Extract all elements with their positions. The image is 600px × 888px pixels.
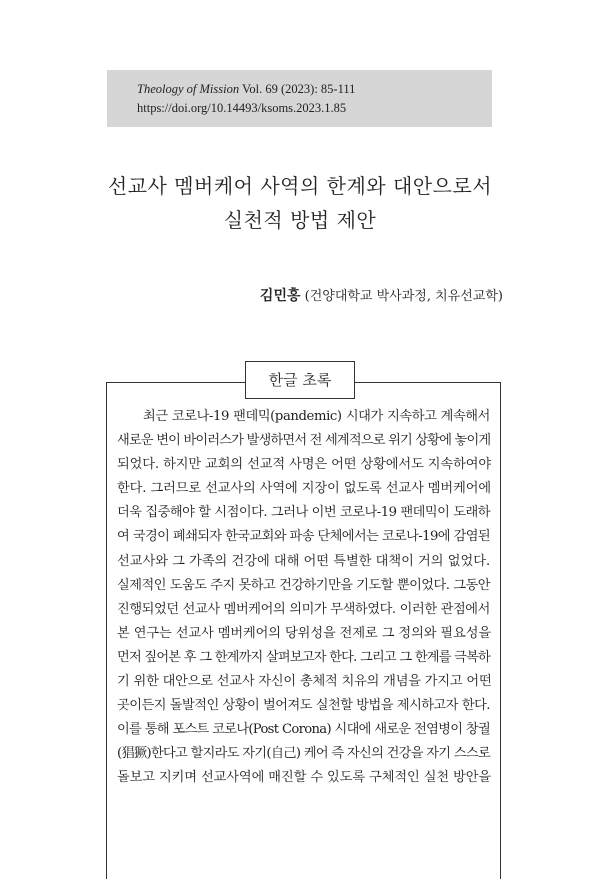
author-affiliation: (건양대학교 박사과정, 치유선교학): [300, 289, 503, 304]
journal-header-box: [107, 70, 492, 127]
abstract-line: 실제적인 도움도 주지 못하고 건강하기만을 기도할 뿐이었다. 그동안: [117, 577, 490, 593]
abstract-line: 더욱 집중해야 할 시점이다. 그러나 이번 코로나-19 팬데믹이 도래하: [117, 505, 490, 521]
abstract-line: 진행되었던 선교사 멤버케어의 의미가 무색하였다. 이러한 관점에서: [117, 601, 490, 617]
abstract-body: [117, 405, 490, 791]
doi-link[interactable]: https://doi.org/10.14493/ksoms.2023.1.85: [137, 101, 347, 115]
journal-citation: [137, 82, 355, 97]
author-name: 김민홍: [259, 288, 301, 304]
abstract-line: 최근 코로나-19 팬데믹(pandemic) 시대가 지속하고 계속해서: [143, 409, 490, 424]
author-line: [260, 285, 503, 305]
abstract-line: 여 국경이 폐쇄되자 한국교회와 파송 단체에서는 코로나-19에 감염된: [117, 529, 490, 545]
abstract-line: 이를 통해 포스트 코로나(Post Corona) 시대에 새로운 전염병이 창궐: [117, 722, 490, 738]
abstract-line: 한다. 그러므로 선교사의 사역에 지장이 없도록 선교사 멤버케어에: [117, 481, 491, 497]
abstract-heading: 한글 초록: [245, 361, 355, 399]
abstract-line: 먼저 짚어본 후 그 한계까지 살펴보고자 한다. 그리고 그 한계를 극복하: [117, 649, 490, 665]
journal-name: Theology of Mission: [137, 82, 240, 96]
abstract-line: 돌보고 지키며 선교사역에 매진할 수 있도록 구체적인 실천 방안을: [117, 770, 491, 786]
abstract-line: (猖獗)한다고 할지라도 자기(自己) 케어 즉 자신의 건강을 자기 스스로: [117, 746, 490, 762]
abstract-line: 곳이든지 돌발적인 상황이 벌어져도 실천할 방법을 제시하고자 한다.: [117, 698, 490, 714]
abstract-line: 기 위한 대안으로 선교사 자신이 총체적 치유의 개념을 가지고 어떤: [117, 674, 492, 690]
abstract-line: 선교사와 그 가족의 건강에 대해 어떤 특별한 대책이 거의 없었다.: [117, 553, 491, 569]
paper-title-line-1: 선교사 멤버케어 사역의 한계와 대안으로서: [107, 174, 493, 198]
abstract-line: 본 연구는 선교사 멤버케어의 당위성을 전제로 그 정의와 필요성을: [117, 625, 491, 641]
paper-title-line-2: 실천적 방법 제안: [223, 208, 377, 232]
abstract-line: 새로운 변이 바이러스가 발생하면서 전 세계적으로 위기 상황에 놓이게: [117, 433, 491, 449]
volume-info: Vol. 69 (2023): 85-111: [239, 82, 356, 96]
abstract-line: 되었다. 하지만 교회의 선교적 사명은 어떤 상황에서도 지속하여야: [117, 457, 491, 473]
